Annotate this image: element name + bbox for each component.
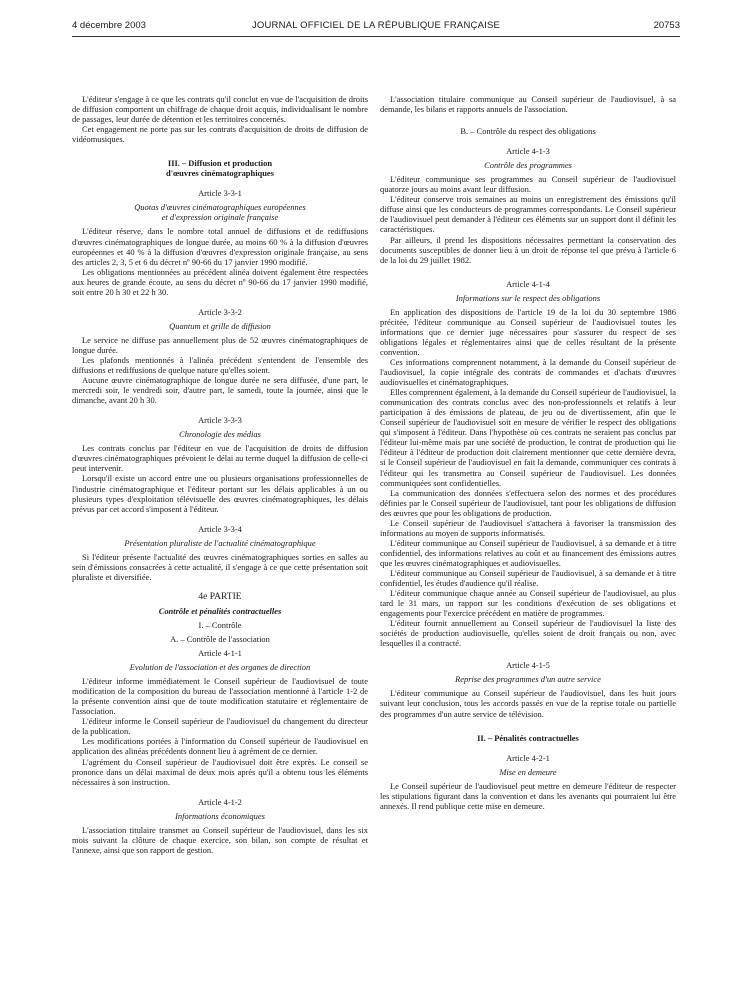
paragraph: Par ailleurs, il prend les dispositions nécessaires permettant la conservation des documents susceptibles de donner lieu à un droit de réponse tel que prévu à l'article 6 de la loi du 29 juillet 1982.	[380, 234, 676, 265]
paragraph: L'éditeur informe immédiatement le Conseil supérieur de l'audiovisuel de toute modification de la composition du bureau de l'association mentionné à l'article 1-2 de la présente convention ainsi que de toute modification statutaire et réglementaire de l'association.	[72, 676, 368, 717]
article-subtitle: Mise en demeure	[499, 766, 557, 777]
article-heading: Article 3-3-3	[198, 415, 242, 426]
subsection-heading: B. – Contrôle du respect des obligations	[460, 126, 596, 137]
right-column	[380, 94, 676, 811]
paragraph: L'éditeur communique au Conseil supérieur de l'audiovisuel, dans les huit jours suivant leur conclusion, tous les accords passés en vue de la reprise totale ou partielle des programmes d'un autre service de télévision.	[380, 688, 676, 719]
paragraph: L'éditeur informe le Conseil supérieur de l'audiovisuel du changement du directeur de la publication.	[72, 716, 368, 737]
article-heading: Article 4-1-3	[506, 146, 550, 157]
paragraph: Aucune œuvre cinématographique de longue durée ne sera diffusée, d'une part, le mercredi soir, le vendredi soir, d'autre part, le samedi, toute la journée, ainsi que le dimanche, avant 20 h 30.	[72, 375, 368, 406]
header-page-number: 20753	[653, 20, 680, 31]
paragraph: L'éditeur fournit annuellement au Conseil supérieur de l'audiovisuel la liste des sociétés de production audiovisuelle, qu'elles soient de droit français ou non, avec lesquelles il a contracté.	[380, 618, 676, 649]
header-date: 4 décembre 2003	[72, 20, 146, 31]
paragraph: Les plafonds mentionnés à l'alinéa précédent s'entendent de l'ensemble des diffusions et rediffusions de quelque nature qu'elles soient.	[72, 354, 368, 376]
paragraph: L'éditeur conserve trois semaines au moins un enregistrement des émissions qu'il diffuse ainsi que les conducteurs de programmes correspondants. Le Conseil supérieur de l'audiovisuel peut demander à l'éditeur ces éléments sur un support dont il définit les caractéristiques.	[380, 194, 676, 235]
left-column	[72, 94, 368, 855]
paragraph: L'éditeur s'engage à ce que les contrats qu'il conclut en vue de l'acquisition de droits de diffusion comportent un chiffrage de chaque droit acquis, individualisant le nombre de passages, leur durée de détention et les territoires concernés.	[72, 94, 368, 125]
paragraph: Si l'éditeur présente l'actualité des œuvres cinématographiques sorties en salles au sein d'émissions consacrées à cette actualité, il s'engage à ce que cette présentation soit pluraliste et diversifiée.	[72, 551, 368, 582]
paragraph: L'association titulaire transmet au Conseil supérieur de l'audiovisuel, dans les six mois suivant la clôture de chaque exercice, son bilan, son compte de résultat et l'annexe, ainsi que son rapport de gestion.	[72, 824, 368, 855]
paragraph: L'éditeur communique chaque année au Conseil supérieur de l'audiovisuel, au plus tard le 31 mars, un rapport sur les conditions d'exécution de ses obligations et engagements pour l'exercice précédent en matière de programmes.	[380, 588, 676, 619]
article-heading: Article 4-2-1	[506, 752, 550, 763]
subsection-heading: A. – Contrôle de l'association	[170, 634, 270, 645]
paragraph: Les contrats conclus par l'éditeur en vue de l'acquisition de droits de diffusion d'œuvres cinématographiques prévoient le délai au terme duquel la diffusion de celle-ci peut intervenir.	[72, 443, 368, 474]
paragraph: L'éditeur communique ses programmes au Conseil supérieur de l'audiovisuel quatorze jours au moins avant leur diffusion.	[380, 174, 676, 195]
paragraph: Lorsqu'il existe un accord entre une ou plusieurs organisations professionnelles de l'industrie cinématographique et l'éditeur portant sur les délais applicables à un ou plusieurs types d'exploitation télévisuelle des œuvres cinématographiques, les délais prévus par cet accord s'imposent à l'éditeur.	[72, 473, 368, 514]
paragraph: L'éditeur réserve, dans le nombre total annuel de diffusions et de rediffusions d'œuvres cinématographiques de longue durée, au moins 60 % à la diffusion d'œuvres européennes et 40 % à la diffusion d'œuvres d'expression originale française, au sens des articles 2, 3, 5 et 6 du décret nº 90-66 du 17 janvier 1990 modifié.	[72, 226, 368, 267]
paragraph: Le service ne diffuse pas annuellement plus de 52 œuvres cinématographiques de longue durée.	[72, 334, 368, 355]
article-subtitle: Informations sur le respect des obligations	[455, 292, 601, 303]
article-subtitle	[72, 202, 368, 222]
paragraph: L'agrément du Conseil supérieur de l'audiovisuel doit être exprès. Le conseil se prononce dans un délai maximal de deux mois après qu'il a obtenu tous les éléments nécessaires à son instruction.	[72, 756, 368, 787]
paragraph: Le Conseil supérieur de l'audiovisuel s'attachera à favoriser la transmission des informations au moyen de supports informatisés.	[380, 517, 676, 538]
paragraph: Elles comprennent également, à la demande du Conseil supérieur de l'audiovisuel, la communication des contrats conclus avec des non-professionnels et relatifs à leur participation à des émissions de plateau, de jeu ou de divertissement, afin que le Conseil supérieur de l'audiovisuel soit en mesure de vérifier le respect des obligations qui s'imposent à l'éditeur. Dans l'hypothèse où ces contrats ne seraient pas conclus par l'éditeur lui-même mais par une société de production, le contrat de production qui lie l'éditeur à l'éditeur de production doit clairement mentionner que cette dernière devra, si le Conseil supérieur de l'audiovisuel en fait la demande, communiquer ces contrats à l'éditeur qui les transmettra au Conseil supérieur de l'audiovisuel. Les données communiquées sont confidentielles.	[380, 387, 676, 488]
section-heading-line: III. – Diffusion et production	[167, 158, 273, 169]
page-header	[72, 20, 680, 36]
paragraph: L'éditeur communique au Conseil supérieur de l'audiovisuel, à sa demande et à titre confidentiel, des informations relatives au coût et au financement des émissions autres que les œuvres cinématographiques et audiovisuelles.	[380, 537, 676, 568]
section-heading-line: d'œuvres cinématographiques	[166, 168, 274, 179]
part-subtitle: Contrôle et pénalités contractuelles	[158, 605, 282, 616]
paragraph: L'association titulaire communique au Conseil supérieur de l'audiovisuel, à sa demande, les bilans et rapports annuels de l'association.	[380, 94, 676, 115]
article-heading: Article 3-3-2	[198, 306, 242, 317]
section-heading: II. – Pénalités contractuelles	[477, 732, 579, 743]
article-heading: Article 3-3-1	[198, 188, 242, 199]
article-subtitle-line: et d'expression originale française	[161, 212, 279, 223]
paragraph: En application des dispositions de l'article 19 de la loi du 30 septembre 1986 précitée, l'éditeur communique au Conseil supérieur de l'audiovisuel toutes les informations que ce dernier juge nécessaires pour s'assurer du respect de ses obligations légales et réglementaires ainsi que de celles résultant de la présente convention.	[380, 306, 676, 357]
paragraph: Le Conseil supérieur de l'audiovisuel peut mettre en demeure l'éditeur de respecter les stipulations figurant dans la convention et dans les avenants qui pourraient lui être annexés. Il rend publique cette mise en demeure.	[380, 780, 676, 811]
paragraph: Les modifications portées à l'information du Conseil supérieur de l'audiovisuel en application des alinéas précédents donnent lieu à agrément de ce dernier.	[72, 736, 368, 757]
article-subtitle: Reprise des programmes d'un autre service	[455, 674, 601, 685]
article-subtitle: Contrôle des programmes	[484, 160, 572, 171]
article-subtitle: Présentation pluraliste de l'actualité cinématographique	[124, 537, 316, 548]
paragraph: Ces informations comprennent notamment, à la demande du Conseil supérieur de l'audiovisuel, la copie intégrale des contrats de commandes et d'achats d'œuvres audiovisuelles et cinématographiques.	[380, 356, 676, 388]
paragraph: L'éditeur communique au Conseil supérieur de l'audiovisuel, à sa demande et à titre confidentiel, les études d'audience qu'il réalise.	[380, 567, 676, 589]
header-journal-title: JOURNAL OFFICIEL DE LA RÉPUBLIQUE FRANÇAISE	[251, 20, 501, 31]
part-heading: 4e PARTIE	[198, 591, 242, 602]
article-subtitle: Informations économiques	[175, 810, 265, 821]
article-heading: Article 4-1-2	[198, 796, 242, 807]
article-heading: Article 4-1-1	[198, 648, 242, 659]
header-rule	[72, 36, 680, 37]
article-subtitle: Quantum et grille de diffusion	[169, 320, 271, 331]
section-heading	[72, 158, 368, 178]
article-subtitle-line: Quotas d'œuvres cinématographiques européennes	[134, 202, 306, 213]
article-subtitle: Chronologie des médias	[179, 429, 261, 440]
article-subtitle: Evolution de l'association et des organes de direction	[129, 662, 311, 673]
paragraph: Les obligations mentionnées au précédent alinéa doivent également être respectées aux heures de grande écoute, au sens du décret nº 90-66 du 17 janvier 1990 modifié, soit entre 20 h 30 et 22 h 30.	[72, 266, 368, 297]
article-heading: Article 4-1-5	[506, 660, 550, 671]
paragraph: Cet engagement ne porte pas sur les contrats d'acquisition de droits de diffusion de vidéomusiques.	[72, 124, 368, 145]
paragraph: La communication des données s'effectuera selon des normes et des procédures définies par le Conseil supérieur de l'audiovisuel, tant pour les obligations de diffusion des œuvres que pour les obligations de production.	[380, 487, 676, 518]
section-heading: I. – Contrôle	[198, 619, 242, 630]
article-heading: Article 4-1-4	[506, 278, 550, 289]
article-heading: Article 3-3-4	[198, 523, 242, 534]
